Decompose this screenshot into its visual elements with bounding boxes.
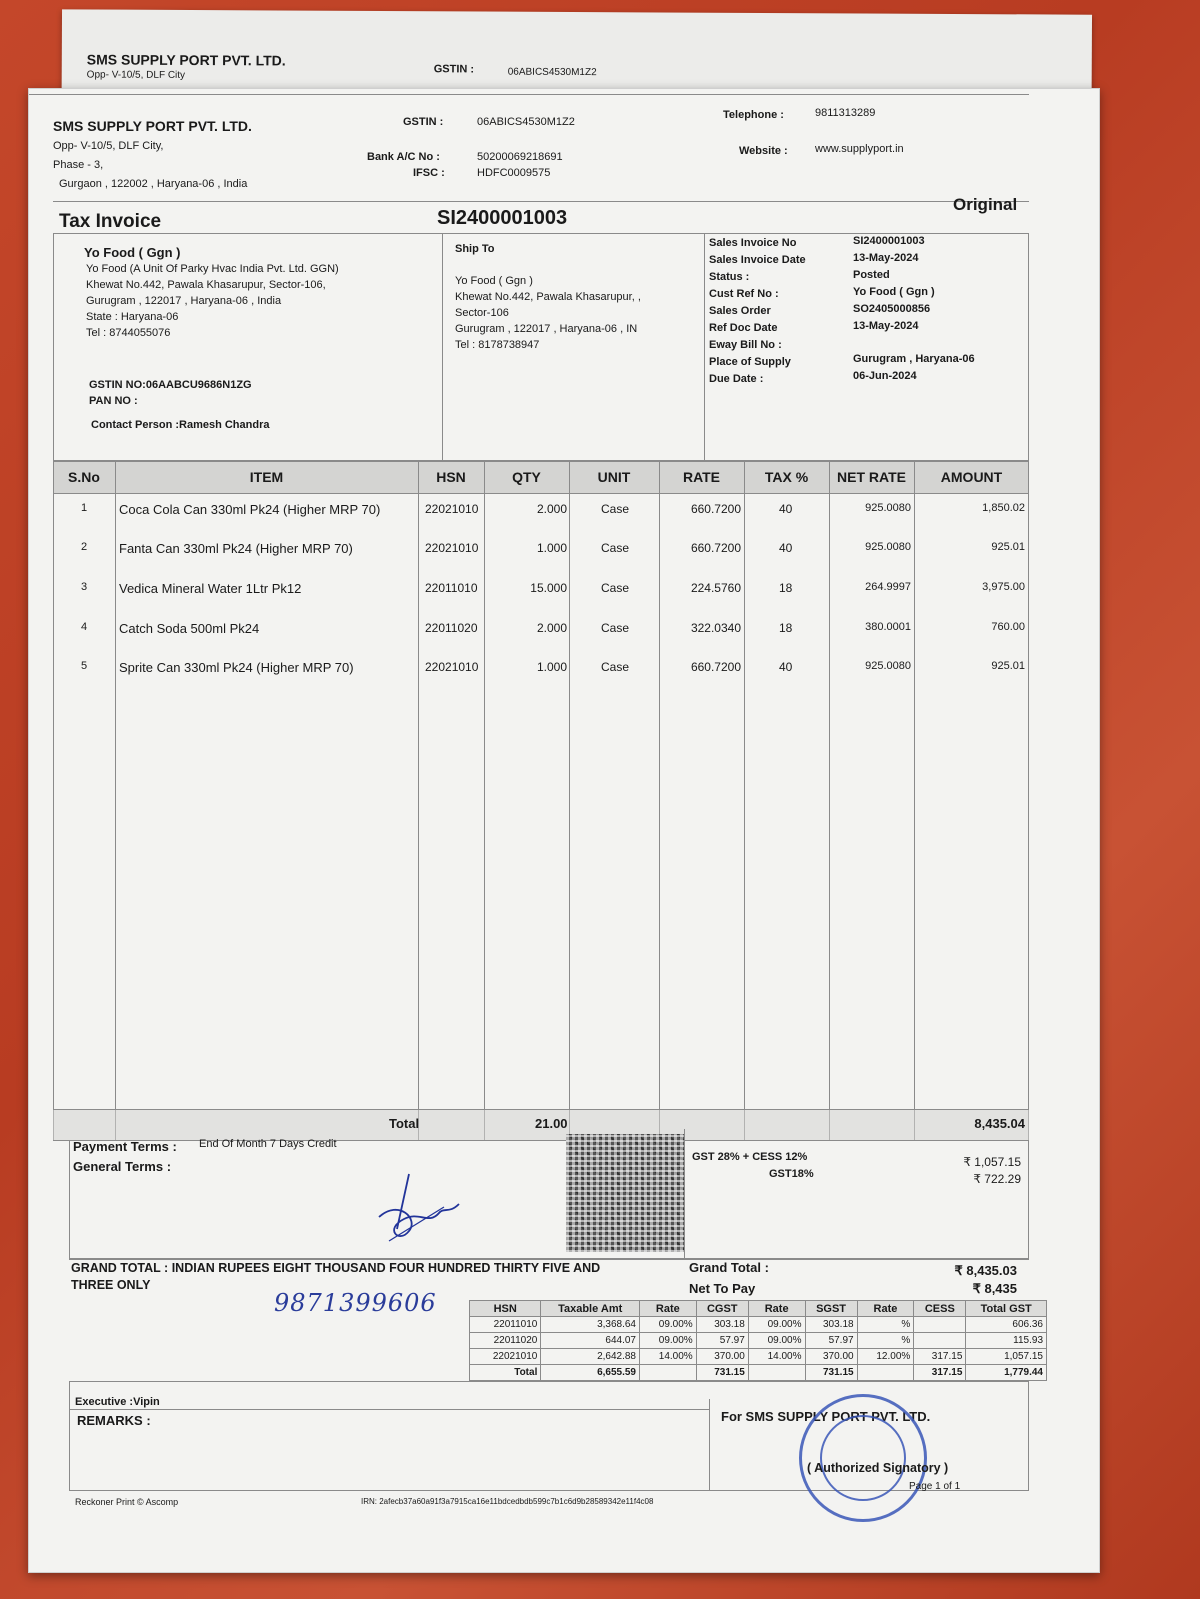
detail-value: Gurugram , Haryana-06 bbox=[853, 353, 975, 365]
row-hsn: 22011010 bbox=[425, 581, 478, 595]
net-to-pay-value: ₹ 8,435 bbox=[972, 1281, 1017, 1296]
ship-to-tel: Tel : 8178738947 bbox=[455, 339, 540, 351]
back-address: Opp- V-10/5, DLF City bbox=[86, 69, 186, 81]
gst-cell: 317.15 bbox=[914, 1365, 966, 1381]
gst-col: Taxable Amt bbox=[541, 1301, 640, 1317]
gst-cell: 3,368.64 bbox=[541, 1317, 640, 1333]
row-amount: 3,975.00 bbox=[982, 581, 1025, 593]
gst-col: CESS bbox=[914, 1301, 966, 1317]
bill-to-line2: Khewat No.442, Pawala Khasarupur, Sector-106, bbox=[86, 279, 326, 291]
executive: Executive :Vipin bbox=[75, 1396, 160, 1408]
row-sno: 3 bbox=[81, 581, 88, 593]
gst-cell bbox=[748, 1365, 805, 1381]
tax-summary-label: GST18% bbox=[769, 1168, 814, 1180]
gst-cell: 303.18 bbox=[696, 1317, 748, 1333]
table-row bbox=[53, 541, 1029, 561]
invoice-title: Tax Invoice bbox=[59, 211, 162, 232]
row-amount: 925.01 bbox=[991, 541, 1025, 553]
gst-col: CGST bbox=[696, 1301, 748, 1317]
gst-cell: 22011020 bbox=[470, 1333, 541, 1349]
gst-cell bbox=[857, 1365, 914, 1381]
ifsc-code: HDFC0009575 bbox=[477, 167, 551, 179]
gst-cell: % bbox=[857, 1317, 914, 1333]
gst-cell: 606.36 bbox=[966, 1317, 1047, 1333]
amount-in-words-line2: THREE ONLY bbox=[71, 1278, 151, 1292]
detail-value: 06-Jun-2024 bbox=[853, 370, 917, 382]
row-item: Sprite Can 330ml Pk24 (Higher MRP 70) bbox=[119, 660, 354, 675]
table-row bbox=[53, 621, 1029, 641]
row-unit: Case bbox=[601, 502, 630, 516]
row-amount: 1,850.02 bbox=[982, 502, 1025, 514]
payment-terms-label: Payment Terms : bbox=[73, 1139, 177, 1154]
detail-label: Due Date : bbox=[709, 373, 764, 385]
ship-to-line1: Khewat No.442, Pawala Khasarupur, , bbox=[455, 291, 641, 303]
row-sno: 1 bbox=[81, 502, 88, 514]
seller-gstin-label: GSTIN : bbox=[403, 116, 444, 128]
gst-cell: 14.00% bbox=[748, 1349, 805, 1365]
col-item: ITEM bbox=[249, 469, 284, 485]
row-item: Catch Soda 500ml Pk24 bbox=[119, 621, 260, 636]
row-rate: 660.7200 bbox=[690, 541, 741, 555]
gst-cell: 09.00% bbox=[640, 1317, 697, 1333]
ship-to-label: Ship To bbox=[455, 243, 495, 255]
row-tax: 40 bbox=[779, 541, 793, 555]
gst-cell: 1,779.44 bbox=[966, 1365, 1047, 1381]
table-row bbox=[53, 502, 1029, 522]
gst-cell: 2,642.88 bbox=[541, 1349, 640, 1365]
detail-value: Yo Food ( Ggn ) bbox=[853, 286, 935, 298]
detail-label: Status : bbox=[709, 271, 750, 283]
row-net-rate: 380.0001 bbox=[865, 621, 911, 633]
tax-summary-value: ₹ 1,057.15 bbox=[963, 1155, 1021, 1169]
row-item: Vedica Mineral Water 1Ltr Pk12 bbox=[119, 581, 302, 596]
row-rate: 224.5760 bbox=[690, 581, 741, 595]
bill-to-pan: PAN NO : bbox=[89, 395, 138, 407]
gst-cell: 731.15 bbox=[696, 1365, 748, 1381]
row-item: Fanta Can 330ml Pk24 (Higher MRP 70) bbox=[119, 541, 353, 556]
general-terms-label: General Terms : bbox=[73, 1159, 172, 1174]
ship-to-name: Yo Food ( Ggn ) bbox=[455, 275, 533, 287]
col-tax: TAX % bbox=[764, 469, 809, 485]
gst-cell: 644.07 bbox=[541, 1333, 640, 1349]
table-row bbox=[470, 1333, 1047, 1349]
total-qty: 21.00 bbox=[535, 1116, 568, 1131]
invoice-page bbox=[28, 88, 1100, 1573]
website: www.supplyport.in bbox=[815, 143, 904, 155]
gst-cell: 370.00 bbox=[696, 1349, 748, 1365]
row-tax: 18 bbox=[779, 581, 793, 595]
gst-cell: 22021010 bbox=[470, 1349, 541, 1365]
detail-label: Sales Invoice Date bbox=[709, 254, 806, 266]
row-unit: Case bbox=[601, 541, 630, 555]
detail-label: Ref Doc Date bbox=[709, 322, 778, 334]
row-tax: 18 bbox=[779, 621, 793, 635]
gst-cell: 370.00 bbox=[805, 1349, 857, 1365]
row-hsn: 22021010 bbox=[425, 541, 479, 555]
table-row bbox=[53, 581, 1029, 601]
bank-account: 50200069218691 bbox=[477, 151, 563, 163]
gst-cell: 731.15 bbox=[805, 1365, 857, 1381]
row-rate: 660.7200 bbox=[690, 660, 741, 674]
col-sno: S.No bbox=[68, 469, 100, 485]
col-net-rate: NET RATE bbox=[837, 469, 906, 485]
gst-col: Rate bbox=[857, 1301, 914, 1317]
gst-cell: 303.18 bbox=[805, 1317, 857, 1333]
ship-to-line3: Gurugram , 122017 , Haryana-06 , IN bbox=[455, 323, 638, 335]
total-label: Total bbox=[389, 1116, 420, 1131]
detail-label: Eway Bill No : bbox=[709, 339, 782, 351]
detail-label: Place of Supply bbox=[709, 356, 791, 368]
back-gstin-label: GSTIN : bbox=[433, 63, 475, 76]
seller-address-3: Gurgaon , 122002 , Haryana-06 , India bbox=[59, 178, 248, 190]
row-net-rate: 264.9997 bbox=[865, 581, 911, 593]
gst-cell bbox=[914, 1333, 966, 1349]
row-sno: 2 bbox=[81, 541, 88, 553]
detail-label: Sales Invoice No bbox=[709, 237, 797, 249]
table-row bbox=[470, 1349, 1047, 1365]
website-label: Website : bbox=[739, 145, 788, 157]
row-qty: 1.000 bbox=[536, 660, 567, 674]
row-hsn: 22011020 bbox=[425, 621, 478, 635]
invoice-number: SI2400001003 bbox=[437, 207, 568, 229]
gst-col: SGST bbox=[805, 1301, 857, 1317]
telephone-label: Telephone : bbox=[723, 109, 784, 121]
table-row bbox=[470, 1317, 1047, 1333]
detail-label: Cust Ref No : bbox=[709, 288, 779, 300]
gst-cell: 57.97 bbox=[805, 1333, 857, 1349]
gst-col: Rate bbox=[748, 1301, 805, 1317]
page-number: Page 1 of 1 bbox=[909, 1481, 961, 1492]
company-seal bbox=[799, 1394, 927, 1522]
gst-col: Total GST bbox=[966, 1301, 1047, 1317]
bill-to-tel: Tel : 8744055076 bbox=[86, 327, 171, 339]
gst-cell: 22011010 bbox=[470, 1317, 541, 1333]
row-rate: 660.7200 bbox=[690, 502, 741, 516]
row-hsn: 22021010 bbox=[425, 660, 479, 674]
row-rate: 322.0340 bbox=[690, 621, 741, 635]
row-qty: 1.000 bbox=[536, 541, 567, 555]
payment-terms: End Of Month 7 Days Credit bbox=[199, 1138, 337, 1150]
detail-value: Posted bbox=[853, 269, 890, 281]
gst-cell: 1,057.15 bbox=[966, 1349, 1047, 1365]
col-unit: UNIT bbox=[597, 469, 631, 485]
gst-cell: 115.93 bbox=[966, 1333, 1047, 1349]
row-hsn: 22021010 bbox=[425, 502, 479, 516]
gst-col: Rate bbox=[640, 1301, 697, 1317]
row-item: Coca Cola Can 330ml Pk24 (Higher MRP 70) bbox=[119, 502, 381, 517]
detail-value: 13-May-2024 bbox=[853, 252, 919, 264]
gst-cell: Total bbox=[470, 1365, 541, 1381]
total-amount: 8,435.04 bbox=[974, 1116, 1025, 1131]
row-qty: 2.000 bbox=[536, 502, 567, 516]
row-sno: 4 bbox=[81, 621, 88, 633]
irn: IRN: 2afecb37a60a91f3a7915ca16e11bdcedbdb599c7b1c6d9b28589342e11f4c08 bbox=[361, 1497, 654, 1506]
gst-cell bbox=[640, 1365, 697, 1381]
grand-total-label: Grand Total : bbox=[689, 1260, 769, 1275]
authorized-signatory: ( Authorized Signatory ) bbox=[807, 1461, 949, 1475]
row-tax: 40 bbox=[779, 660, 793, 674]
gst-total-row bbox=[470, 1365, 1047, 1381]
row-qty: 2.000 bbox=[536, 621, 567, 635]
col-hsn: HSN bbox=[436, 469, 466, 485]
row-amount: 760.00 bbox=[991, 621, 1025, 633]
items-table bbox=[53, 461, 1029, 1141]
copy-type: Original bbox=[953, 195, 1018, 214]
seller-address-2: Phase - 3, bbox=[53, 159, 104, 171]
remarks-label: REMARKS : bbox=[77, 1413, 151, 1428]
gst-cell: 09.00% bbox=[640, 1333, 697, 1349]
back-company-name: SMS SUPPLY PORT PVT. LTD. bbox=[86, 51, 286, 69]
detail-value: SI2400001003 bbox=[853, 235, 925, 247]
tax-summary-value: ₹ 722.29 bbox=[973, 1172, 1021, 1186]
grand-total-value: ₹ 8,435.03 bbox=[954, 1263, 1017, 1278]
gst-cell bbox=[914, 1317, 966, 1333]
bank-label: Bank A/C No : bbox=[367, 151, 440, 163]
for-company: For SMS SUPPLY PORT PVT. LTD. bbox=[721, 1409, 931, 1424]
row-net-rate: 925.0080 bbox=[865, 541, 911, 553]
detail-value: SO2405000856 bbox=[853, 303, 931, 315]
net-to-pay-label: Net To Pay bbox=[689, 1281, 756, 1296]
handwritten-phone: 9871399606 bbox=[274, 1289, 437, 1317]
bill-to-line1: Yo Food (A Unit Of Parky Hvac India Pvt. Ltd. GGN) bbox=[86, 263, 339, 275]
gst-cell: 09.00% bbox=[748, 1333, 805, 1349]
gst-cell: 57.97 bbox=[696, 1333, 748, 1349]
bill-to-line3: Gurugram , 122017 , Haryana-06 , India bbox=[86, 295, 282, 307]
signature-scribble bbox=[349, 1169, 469, 1259]
detail-label: Sales Order bbox=[709, 305, 771, 317]
gst-cell: 6,655.59 bbox=[541, 1365, 640, 1381]
row-unit: Case bbox=[601, 621, 630, 635]
gst-breakup-table bbox=[469, 1300, 1047, 1381]
seller-address-1: Opp- V-10/5, DLF City, bbox=[53, 140, 164, 152]
back-gstin: 06ABICS4530M1Z2 bbox=[507, 66, 597, 79]
col-qty: QTY bbox=[512, 469, 541, 485]
gst-cell: 09.00% bbox=[748, 1317, 805, 1333]
bill-to-state: State : Haryana-06 bbox=[86, 311, 179, 323]
ship-to-line2: Sector-106 bbox=[455, 307, 509, 319]
gst-cell: 317.15 bbox=[914, 1349, 966, 1365]
gst-cell: 12.00% bbox=[857, 1349, 914, 1365]
row-sno: 5 bbox=[81, 660, 88, 672]
row-tax: 40 bbox=[779, 502, 793, 516]
row-unit: Case bbox=[601, 660, 630, 674]
seller-name: SMS SUPPLY PORT PVT. LTD. bbox=[53, 118, 252, 134]
col-rate: RATE bbox=[682, 469, 721, 485]
bill-to-gstin: GSTIN NO:06AABCU9686N1ZG bbox=[89, 379, 252, 391]
row-net-rate: 925.0080 bbox=[865, 660, 911, 672]
bill-to-name: Yo Food ( Ggn ) bbox=[84, 245, 181, 260]
qr-code bbox=[566, 1134, 684, 1252]
row-unit: Case bbox=[601, 581, 630, 595]
print-credit: Reckoner Print © Ascomp bbox=[75, 1497, 179, 1507]
telephone: 9811313289 bbox=[815, 107, 876, 119]
table-row bbox=[53, 660, 1029, 680]
gst-cell: % bbox=[857, 1333, 914, 1349]
row-qty: 15.000 bbox=[530, 581, 567, 595]
ifsc-label: IFSC : bbox=[413, 167, 445, 179]
seller-gstin: 06ABICS4530M1Z2 bbox=[477, 116, 575, 128]
gst-cell: 14.00% bbox=[640, 1349, 697, 1365]
row-amount: 925.01 bbox=[991, 660, 1025, 672]
gst-col: HSN bbox=[470, 1301, 541, 1317]
contact-person: Contact Person :Ramesh Chandra bbox=[91, 419, 270, 431]
detail-value: 13-May-2024 bbox=[853, 320, 919, 332]
col-amount: AMOUNT bbox=[940, 469, 1003, 485]
row-net-rate: 925.0080 bbox=[865, 502, 911, 514]
tax-summary-label: GST 28% + CESS 12% bbox=[692, 1151, 808, 1163]
amount-in-words: GRAND TOTAL : INDIAN RUPEES EIGHT THOUSAND FOUR HUNDRED THIRTY FIVE AND bbox=[71, 1261, 601, 1275]
